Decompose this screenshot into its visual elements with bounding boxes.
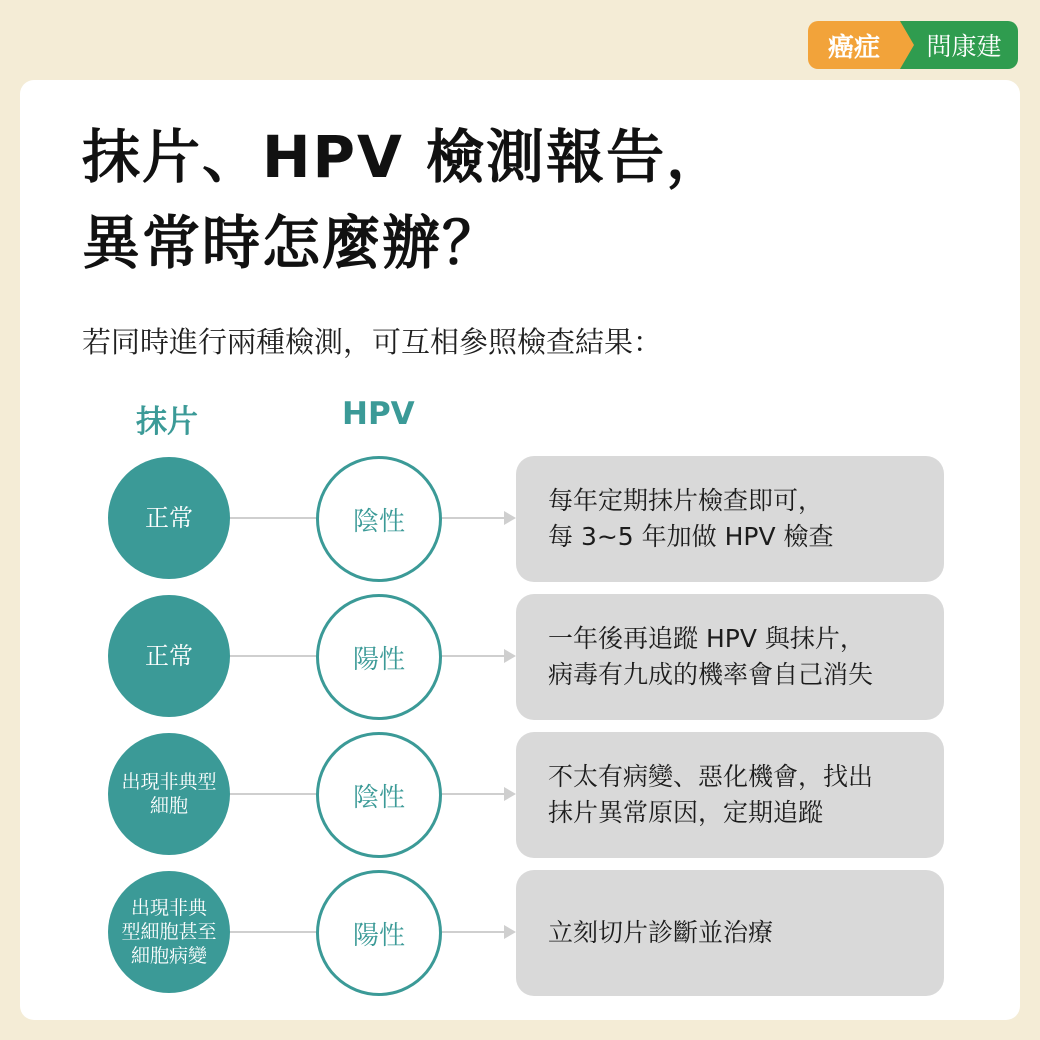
pap-result-circle: 出現非典型 細胞 (108, 733, 230, 855)
logo-cancer-badge (808, 21, 900, 69)
pap-result-circle: 正常 (108, 457, 230, 579)
hpv-result-circle: 陽性 (316, 594, 442, 720)
flow-row (20, 456, 1020, 582)
recommendation-box: 立刻切片診斷並治療 (516, 870, 944, 996)
arrow-right-icon (504, 787, 516, 801)
arrow-right-icon (504, 649, 516, 663)
column-header-hpv: HPV (342, 396, 415, 432)
logo-right-text: 問康建 (926, 32, 1002, 61)
flow-row (20, 732, 1020, 858)
hpv-result-circle: 陰性 (316, 456, 442, 582)
column-header-pap: 抹片 (136, 404, 198, 440)
subtitle: 若同時進行兩種檢測，可互相參照檢查結果： (82, 325, 663, 359)
flow-row (20, 594, 1020, 720)
hpv-result-circle: 陽性 (316, 870, 442, 996)
pap-result-circle: 正常 (108, 595, 230, 717)
pap-result-circle: 出現非典 型細胞甚至 細胞病變 (108, 871, 230, 993)
hpv-result-circle: 陰性 (316, 732, 442, 858)
arrow-right-icon (504, 925, 516, 939)
recommendation-box: 每年定期抹片檢查即可， 每 3~5 年加做 HPV 檢查 (516, 456, 944, 582)
flow-row (20, 870, 1020, 996)
logo-health-badge (900, 21, 1018, 69)
lightning-bolt-icon (900, 21, 914, 69)
recommendation-box: 不太有病變、惡化機會，找出 抹片異常原因，定期追蹤 (516, 732, 944, 858)
content-card (20, 80, 1020, 1020)
logo-left-text: 癌症 (827, 32, 880, 63)
arrow-right-icon (504, 511, 516, 525)
recommendation-box: 一年後再追蹤 HPV 與抹片， 病毒有九成的機率會自己消失 (516, 594, 944, 720)
page-title: 抹片、HPV 檢測報告， 異常時怎麼辦？ (82, 123, 727, 277)
brand-logo (808, 21, 1018, 69)
